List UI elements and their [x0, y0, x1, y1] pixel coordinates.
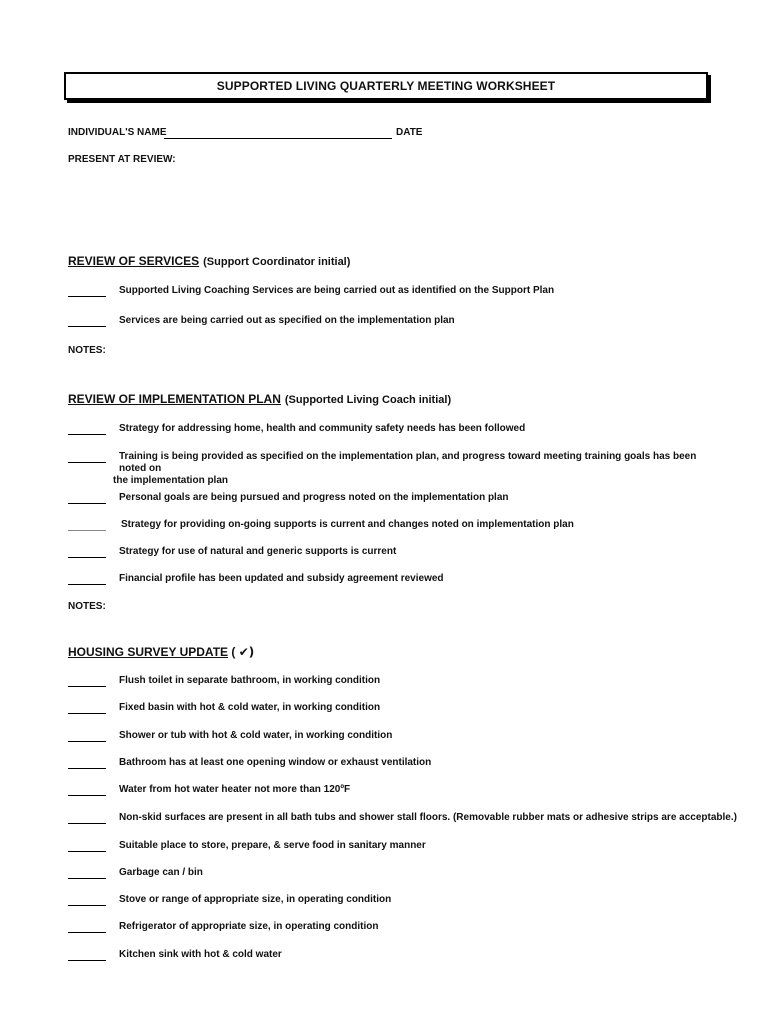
plan-item: Strategy for addressing home, health and community safety needs has been followed — [119, 423, 526, 434]
initial-blank[interactable] — [68, 557, 106, 558]
initial-blank[interactable] — [68, 530, 106, 531]
plan-item: Strategy for providing on-going supports is current and changes noted on implementation plan — [121, 519, 574, 530]
review-services-title: REVIEW OF SERVICES — [68, 254, 200, 268]
plan-item-line: Training is being provided as specified on the implementation plan, and progress toward meeting training goals has been noted on — [119, 451, 697, 474]
housing-heading — [68, 645, 254, 659]
check-blank[interactable] — [68, 713, 106, 714]
review-plan-subtitle: (Supported Living Coach initial) — [284, 394, 452, 406]
title-box — [64, 72, 708, 100]
name-field[interactable] — [164, 138, 392, 139]
housing-item: Garbage can / bin — [119, 867, 203, 878]
check-blank[interactable] — [68, 823, 106, 824]
plan-item — [113, 451, 703, 487]
housing-item: Refrigerator of appropriate size, in operating condition — [119, 921, 379, 932]
review-services-subtitle: (Support Coordinator initial) — [203, 256, 351, 268]
present-label: PRESENT AT REVIEW: — [68, 154, 176, 165]
check-blank[interactable] — [68, 795, 106, 796]
name-label: INDIVIDUAL'S NAME — [68, 127, 167, 138]
check-blank[interactable] — [68, 932, 106, 933]
review-services-heading — [68, 254, 350, 268]
housing-item: Water from hot water heater not more than 120ºF — [119, 784, 351, 795]
initial-blank[interactable] — [68, 503, 106, 504]
initial-blank[interactable] — [68, 296, 106, 297]
check-blank[interactable] — [68, 905, 106, 906]
housing-item: Bathroom has at least one opening window or exhaust ventilation — [119, 757, 432, 768]
housing-item: Fixed basin with hot & cold water, in working condition — [119, 702, 381, 713]
housing-item: Suitable place to store, prepare, & serve food in sanitary manner — [119, 840, 426, 851]
housing-item: Kitchen sink with hot & cold water — [119, 949, 282, 960]
initial-blank[interactable] — [68, 326, 106, 327]
housing-item: Shower or tub with hot & cold water, in working condition — [119, 730, 393, 741]
check-blank[interactable] — [68, 960, 106, 961]
check-open: ( — [231, 645, 236, 659]
services-item: Services are being carried out as specified on the implementation plan — [119, 315, 455, 326]
housing-title: HOUSING SURVEY UPDATE — [68, 645, 229, 659]
checkmark-icon: ✔) — [238, 645, 255, 659]
housing-item: Non-skid surfaces are present in all bath tubs and shower stall floors. (Removable rubber mats or adhesive strips are acceptable.) — [119, 812, 737, 823]
plan-item: Personal goals are being pursued and progress noted on the implementation plan — [119, 492, 509, 503]
check-blank[interactable] — [68, 878, 106, 879]
page-title: SUPPORTED LIVING QUARTERLY MEETING WORKSHEET — [216, 79, 556, 93]
check-blank[interactable] — [68, 851, 106, 852]
check-blank[interactable] — [68, 741, 106, 742]
review-plan-title: REVIEW OF IMPLEMENTATION PLAN — [68, 392, 281, 406]
notes-label: NOTES: — [68, 345, 106, 356]
housing-item: Stove or range of appropriate size, in operating condition — [119, 894, 392, 905]
initial-blank[interactable] — [68, 462, 106, 463]
housing-item: Flush toilet in separate bathroom, in working condition — [119, 675, 381, 686]
plan-item: Strategy for use of natural and generic supports is current — [119, 546, 397, 557]
initial-blank[interactable] — [68, 434, 106, 435]
date-label: DATE — [396, 127, 423, 138]
initial-blank[interactable] — [68, 584, 106, 585]
notes-label: NOTES: — [68, 601, 106, 612]
plan-item: Financial profile has been updated and subsidy agreement reviewed — [119, 573, 444, 584]
check-blank[interactable] — [68, 768, 106, 769]
services-item: Supported Living Coaching Services are being carried out as identified on the Support Plan — [119, 285, 555, 296]
plan-item-line: the implementation plan — [113, 475, 229, 486]
review-plan-heading — [68, 392, 451, 406]
check-blank[interactable] — [68, 686, 106, 687]
